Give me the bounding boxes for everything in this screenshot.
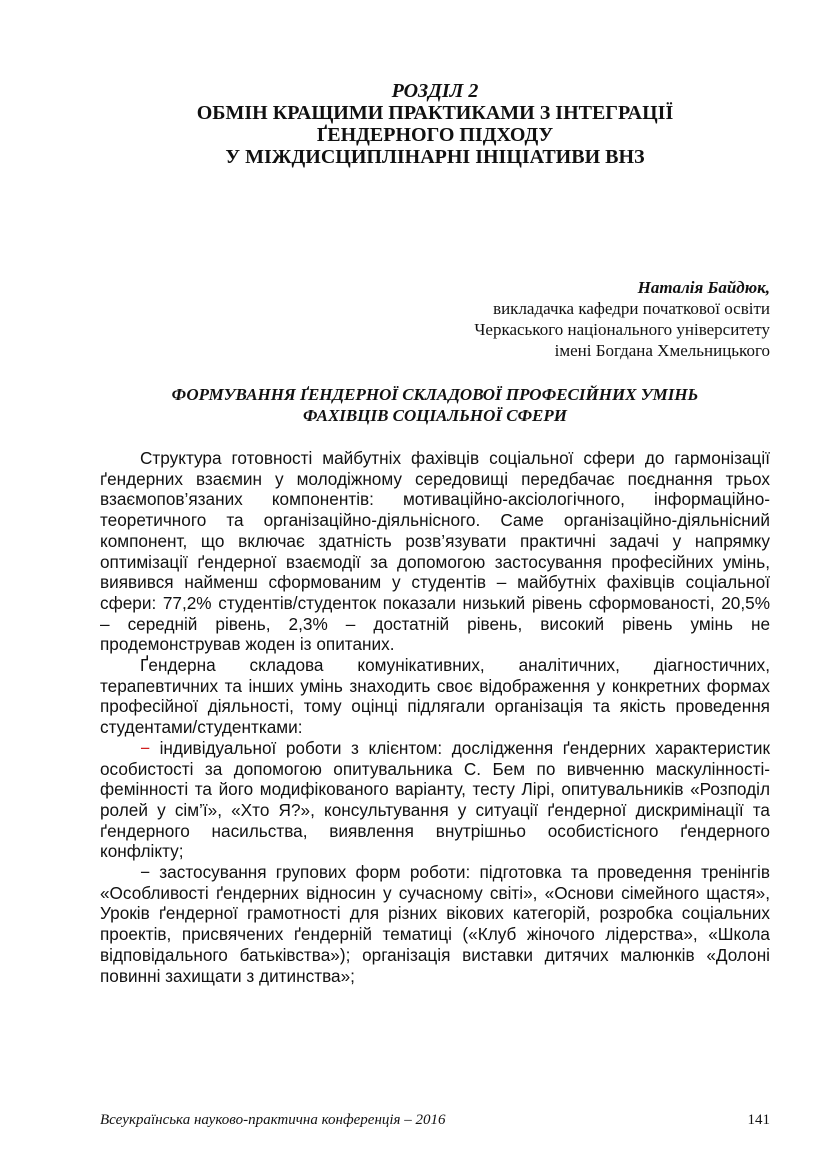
author-name: Наталія Байдюк,	[637, 278, 770, 297]
page-number: 141	[747, 1112, 770, 1128]
bullet-item-group-work: − застосування групових форм роботи: підготовка та проведення тренінгів «Особливості ґендерних відносин у сучасному світі», «Основи сімейного щастя», Уроків ґендерної грамотності для різних вікових категорій, розробка соціальних проектів, присвячених ґендерній тематиці («Клуб жіночого лідерства», «Школа відповідального батьківства»); організація виставки дитячих малюнків «Долоні повинні захищати з дитинства»;	[100, 862, 770, 986]
document-page	[100, 0, 770, 1169]
bullet-item-individual-work	[100, 738, 770, 862]
paragraph-1: Структура готовності майбутніх фахівців соціальної сфери до гармонізації ґендерних взаємин у молодіжному середовищі передбачає поєднання трьох взаємопов’язаних компонентів: мотиваційно-аксіологічного, інформаційно-теоретичного та організаційно-діяльнісного. Саме організаційно-діяльнісний компонент, що включає здатність розв’язувати практичні задачі у напрямку оптимізації ґендерної взаємодії за допомогою застосування професійних умінь, виявився найменш сформованим у студентів – майбутніх фахівців соціальної сфери: 77,2% студентів/студенток показали низький рівень сформованості, 20,5% – середній рівень, 2,3% – достатній рівень, високий рівень умінь не продемонстрував жоден із опитаних.	[100, 448, 770, 655]
article-body	[100, 448, 770, 986]
section-title-line-3: У МІЖДИСЦИПЛІНАРНІ ІНІЦІАТИВИ ВНЗ	[225, 146, 645, 168]
author-affiliation-line-1: викладачка кафедри початкової освіти	[493, 299, 770, 318]
author-affiliation-line-2: Черкаського національного університету	[474, 320, 770, 339]
section-title-line-2: ҐЕНДЕРНОГО ПІДХОДУ	[316, 124, 554, 146]
article-title-line-2: ФАХІВЦІВ СОЦІАЛЬНОЇ СФЕРИ	[303, 406, 567, 425]
bullet-text: індивідуальної роботи з клієнтом: дослідження ґендерних характеристик особистості за допомогою опитувальника С. Бем по вивченню маскулінності-фемінності та його модифікованого варіанту, тесту Лірі, опитувальників «Розподіл ролей у сім’ї», «Хто Я?», консультування у ситуації ґендерної дискримінації та ґендерного насильства, виявлення внутрішньо особистісного ґендерного конфлікту;	[100, 737, 770, 862]
paragraph-2: Ґендерна складова комунікативних, аналітичних, діагностичних, терапевтичних та інших умінь знаходить своє відображення у конкретних формах професійної діяльності, тому оцінці підлягали організація та якість проведення студентами/студентками:	[100, 655, 770, 738]
article-title-line-1: ФОРМУВАННЯ ҐЕНДЕРНОЇ СКЛАДОВОЇ ПРОФЕСІЙНИХ УМІНЬ	[171, 385, 699, 404]
author-affiliation-line-3: імені Богдана Хмельницького	[554, 341, 770, 360]
bullet-dash: −	[140, 737, 151, 758]
footer-conference: Всеукраїнська науково-практична конференція – 2016	[100, 1112, 446, 1128]
section-title-line-1: ОБМІН КРАЩИМИ ПРАКТИКАМИ З ІНТЕГРАЦІЇ	[196, 102, 674, 124]
author-block	[100, 277, 770, 361]
article-title	[100, 384, 770, 426]
section-heading	[100, 80, 770, 168]
section-number: РОЗДІЛ 2	[391, 80, 479, 102]
